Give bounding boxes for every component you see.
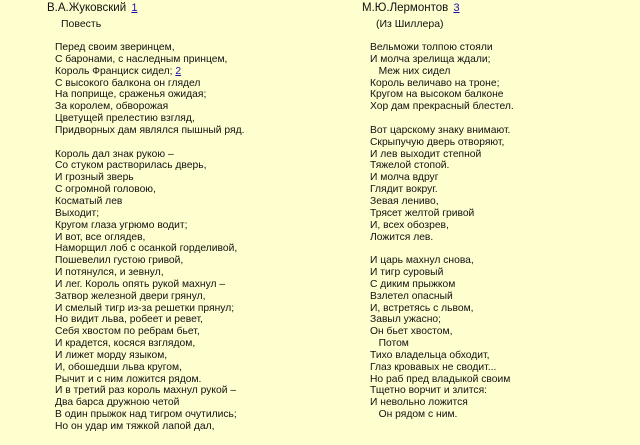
poem-line (55, 279, 347, 291)
poem-line (55, 362, 347, 374)
poem-line-text: Глядит вокруг. (370, 184, 438, 196)
poem-line-text: И лег. Король опять рукой махнул – (55, 278, 226, 290)
poem-line (370, 338, 640, 350)
left-column (47, 0, 347, 445)
poem-line (55, 125, 347, 137)
poem-line-text: Тяжелой стопой. (370, 160, 450, 172)
poem-line (370, 374, 640, 386)
footnote-link[interactable]: 1 (131, 2, 138, 14)
poem-line-text: И, всех обозрев, (370, 219, 449, 231)
poem-line-text: Два барса дружною четой (55, 397, 180, 409)
poem-line-text: И царь махнул снова, (370, 255, 474, 267)
poem-line (370, 184, 640, 196)
poem-line-text: Потом (370, 338, 409, 350)
poem-subtitle: (Из Шиллера) (376, 18, 444, 30)
author-heading-lermontov (362, 1, 640, 15)
poem-line-text: На поприще, сраженья ожидая; (55, 89, 207, 101)
poem-line (370, 362, 640, 374)
poem-line (55, 232, 347, 244)
poem-line (370, 385, 640, 397)
poem-line (55, 113, 347, 125)
poem-line (55, 421, 347, 433)
poem-line (55, 243, 347, 255)
poem-line (370, 101, 640, 113)
poem-line (55, 89, 347, 101)
poem-line-text: Глаз кровавых не сводит... (370, 361, 497, 373)
poem-subtitle: Повесть (61, 18, 102, 30)
poem-line-text: Взлетел опасный (370, 290, 453, 302)
poem-line (55, 149, 347, 161)
poem-line-text: Король дал знак рукою – (55, 148, 174, 160)
poem-line-text: И лижет морду языком, (55, 349, 168, 361)
poem-line-text: Но видит льва, робеет и ревет, (55, 314, 203, 326)
poem-line-text: И молча вдруг (370, 172, 439, 184)
poem-line-text: Тщетно ворчит и злится: (370, 385, 488, 397)
poem-line-text: Хор дам прекрасный блестел. (370, 101, 514, 113)
poem-line-text: Вельможи толпою стояли (370, 42, 493, 53)
poem-line (370, 42, 640, 54)
poem-line-text: И, встретясь с львом, (370, 302, 474, 314)
poem-line-text: И потянулся, и зевнул, (55, 267, 164, 279)
poem-line-text: И смелый тигр из-за решетки прянул; (55, 302, 235, 314)
author-name: В.А.Жуковский (47, 2, 127, 14)
poem-line (55, 314, 347, 326)
poem-line-text: Рычит и с ним ложится рядом. (55, 373, 202, 385)
poem-line (370, 125, 640, 137)
poem-line (370, 89, 640, 101)
poem-line (370, 137, 640, 149)
poem-line-text: И вот, все оглядев, (55, 231, 146, 243)
poem-line-text: Перед своим зверинцем, (55, 42, 175, 53)
poem-line (55, 397, 347, 409)
poem-line-text: За королем, обворожая (55, 101, 169, 113)
poem-line (55, 303, 347, 315)
poem-line-text: С высокого балкона он глядел (55, 77, 201, 89)
poem-line-text: Вот царскому знаку внимают. (370, 124, 511, 136)
poem-line-text: Зевая лениво, (370, 195, 439, 207)
poem-text-right (370, 42, 640, 421)
poem-line-text: Но раб пред владыкой своим (370, 373, 511, 385)
poem-line-text: Кругом глаза угрюмо водит; (55, 219, 188, 231)
poem-line-text: Тихо владельца обходит, (370, 349, 490, 361)
poem-line (55, 208, 347, 220)
poem-line-text: Себя хвостом по ребрам бьет, (55, 326, 200, 338)
poem-line (55, 42, 347, 54)
poem-line-text: Король Франциск сидел; (55, 65, 173, 77)
poem-line (55, 196, 347, 208)
poem-line-text: Но он удар им тяжкой лапой дал, (55, 421, 215, 432)
poem-line (55, 220, 347, 232)
poem-line-text: Цветущей прелестию взгляд, (55, 113, 195, 125)
poem-line-text: И крадется, косяся взглядом, (55, 338, 196, 350)
poem-line-text: Ложится лев. (370, 231, 434, 243)
stanza (370, 125, 640, 243)
poem-line-text: Косматый лев (55, 195, 123, 207)
poem-line (370, 291, 640, 303)
stanza (55, 149, 347, 433)
footnote-link[interactable]: 3 (453, 2, 460, 14)
poem-line (55, 291, 347, 303)
poem-line (370, 160, 640, 172)
poem-line-text: Выходит; (55, 207, 100, 219)
poem-line-text: Меж них сидел (370, 65, 451, 77)
poem-line-text: С баронами, с наследным принцем, (55, 53, 228, 65)
poem-line (55, 66, 347, 78)
author-heading-zhukovsky (47, 1, 347, 15)
poem-line (370, 303, 640, 315)
right-column (362, 0, 640, 433)
poem-line-text: Наморщил лоб с осанкой горделивой, (55, 243, 238, 255)
poem-line (55, 255, 347, 267)
stanza (55, 42, 347, 137)
poem-line (55, 78, 347, 90)
poem-line-text: С огромной головою, (55, 184, 156, 196)
poem-line (370, 220, 640, 232)
poem-line-text: Затвор железной двери грянул, (55, 290, 206, 302)
poem-line (370, 196, 640, 208)
poem-line (55, 54, 347, 66)
stanza (370, 42, 640, 113)
poem-line-text: И молча зрелища ждали; (370, 53, 491, 65)
poem-line-text: В один прыжок над тигром очутились; (55, 409, 237, 421)
poem-line-text: Пошевелил густою гривой, (55, 255, 184, 267)
poem-line (370, 267, 640, 279)
footnote-link[interactable]: 2 (175, 65, 182, 77)
poem-line-text: И тигр суровый (370, 267, 444, 279)
poem-line-text: С диким прыжком (370, 278, 456, 290)
poem-line-text: И в третий раз король махнул рукой – (55, 385, 237, 397)
poem-line-text: И грозный зверь (55, 172, 134, 184)
poem-line (55, 409, 347, 421)
poem-line (55, 338, 347, 350)
poem-line (370, 66, 640, 78)
poem-line (370, 314, 640, 326)
poem-line (370, 232, 640, 244)
poem-line-text: Король величаво на троне; (370, 77, 500, 89)
poem-line (370, 255, 640, 267)
poem-line (370, 208, 640, 220)
stanza (370, 255, 640, 421)
poem-line (55, 385, 347, 397)
poem-line-text: Скрыпучую дверь отворяют, (370, 136, 505, 148)
poem-line (55, 326, 347, 338)
poem-line (370, 350, 640, 362)
poem-text-left (55, 42, 347, 433)
poem-line (55, 350, 347, 362)
poem-line (55, 101, 347, 113)
poem-line (370, 409, 640, 421)
poem-line (370, 149, 640, 161)
poem-line-text: И, обошедши льва кругом, (55, 361, 182, 373)
poem-line (55, 172, 347, 184)
poem-line (55, 160, 347, 172)
poem-line (370, 172, 640, 184)
poem-line-text: И лев выходит степной (370, 148, 482, 160)
poem-line-text: Он рядом с ним. (370, 409, 458, 421)
poem-line-text: Трясет желтой гривой (370, 207, 475, 219)
poem-line-text: Придворных дам являлся пышный ряд. (55, 124, 245, 136)
poem-line (370, 326, 640, 338)
poem-line-text: Со стуком растворилась дверь, (55, 160, 207, 172)
poem-line (55, 267, 347, 279)
author-name: М.Ю.Лермонтов (362, 2, 449, 14)
poem-line-text: Завыл ужасно; (370, 314, 441, 326)
poem-line (370, 397, 640, 409)
poem-line (55, 184, 347, 196)
poem-line-text: И невольно ложится (370, 397, 468, 409)
poem-line (370, 78, 640, 90)
poem-line (370, 279, 640, 291)
poem-line-text: Он бьет хвостом, (370, 326, 453, 338)
poem-line (370, 54, 640, 66)
poem-line-text: Кругом на высоком балконе (370, 89, 504, 101)
poem-line (55, 374, 347, 386)
